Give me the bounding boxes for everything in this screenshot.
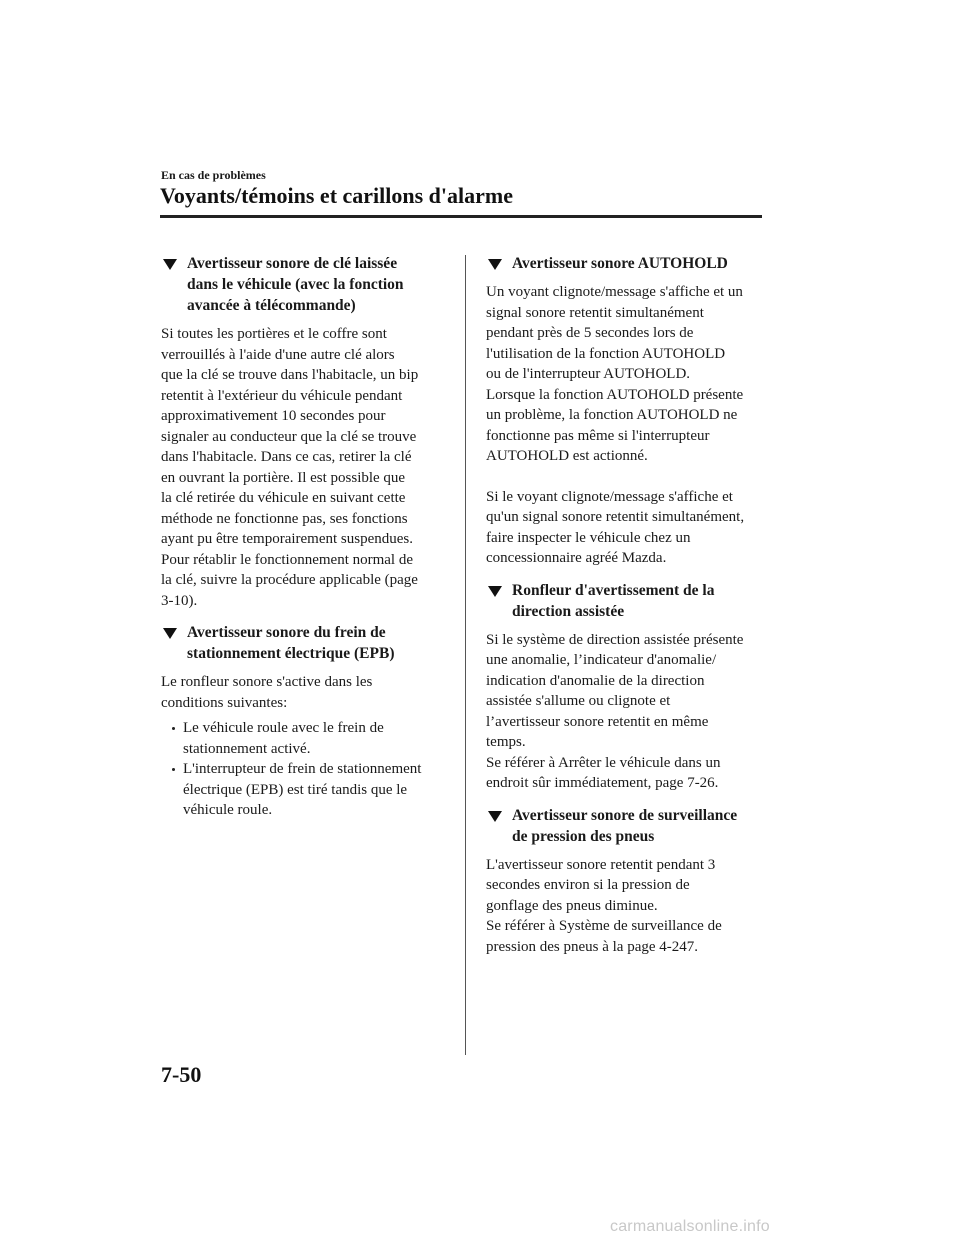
section-heading: Ronfleur d'avertissement de la direction assistée [486,580,764,622]
triangle-down-icon [488,259,502,270]
bullet-dot-icon [172,727,175,730]
section-body: Le ronfleur sonore s'active dans les conditions suivantes: [161,674,373,711]
section-heading: Avertisseur sonore AUTOHOLD [486,253,764,274]
list-item: L'interrupteur de frein de stationnement électrique (EPB) est tiré tandis que le véhicule roule. [161,759,451,821]
triangle-down-icon [488,586,502,597]
section-body: L'avertisseur sonore retentit pendant 3 secondes environ si la pression de gonflage des pneus diminue. Se référer à Système de surveillance de pression des pneus à la page 4-247. [486,856,722,955]
page-number: 7-50 [161,1062,202,1087]
section-tire-pressure-buzzer [486,805,764,958]
triangle-down-icon [163,259,177,270]
section-key-left-in-vehicle [161,253,451,611]
title-rule [160,215,762,218]
list-item: Le véhicule roule avec le frein de stationnement activé. [161,718,451,759]
section-body: Si toutes les portières et le coffre sont verrouillés à l'aide d'une autre clé alors que la clé se trouve dans l'habitacle, un bip retentit à l'extérieur du véhicule pendant approximativement 10 secondes pour signaler au conducteur que la clé se trouve dans l'habitacle. Dans ce cas, retirer la clé en ouvrant la portière. Il est possible que la clé retirée du véhicule en suivant cette méthode ne fonctionne pas, ses fonctions ayant pu être temporairement suspendues. Pour rétablir le fonctionnement normal de la clé, suivre la procédure applicable (page 3-10). [161,326,419,609]
watermark: carmanualsonline.info [610,1218,770,1235]
section-body-secondary: Si le voyant clignote/message s'affiche et qu'un signal sonore retentit simultanément, faire inspecter le véhicule chez un concessionnaire agréé Mazda. [486,488,745,566]
bullet-dot-icon [172,768,175,771]
left-column [161,253,451,832]
section-power-steering-buzzer [486,580,764,794]
section-body: Si le système de direction assistée présente une anomalie, l’indicateur d'anomalie/ indication d'anomalie de la direction assistée s'allume ou clignote et l’avertisseur sonore retentit en même temps. Se référer à Arrêter le véhicule dans un endroit sûr immédiatement, page 7-26. [486,631,744,791]
section-heading: Avertisseur sonore de clé laissée dans le véhicule (avec la fonction avancée à télécommande) [161,253,451,316]
section-heading: Avertisseur sonore de surveillance de pression des pneus [486,805,764,847]
section-heading: Avertisseur sonore du frein de stationnement électrique (EPB) [161,622,451,664]
column-divider [465,255,466,1055]
page-title: Voyants/témoins et carillons d'alarme [160,183,513,208]
condition-list [161,718,451,821]
triangle-down-icon [488,811,502,822]
section-epb-buzzer [161,622,451,821]
section-body: Un voyant clignote/message s'affiche et un signal sonore retentit simultanément pendant près de 5 secondes lors de l'utilisation de la fonction AUTOHOLD ou de l'interrupteur AUTOHOLD. Lorsque la fonction AUTOHOLD présente un problème, la fonction AUTOHOLD ne fonctionne pas même si l'interrupteur AUTOHOLD est actionné. [486,284,744,464]
section-autohold-buzzer [486,253,764,569]
right-column [486,253,764,968]
section-label: En cas de problèmes [161,168,266,182]
triangle-down-icon [163,628,177,639]
